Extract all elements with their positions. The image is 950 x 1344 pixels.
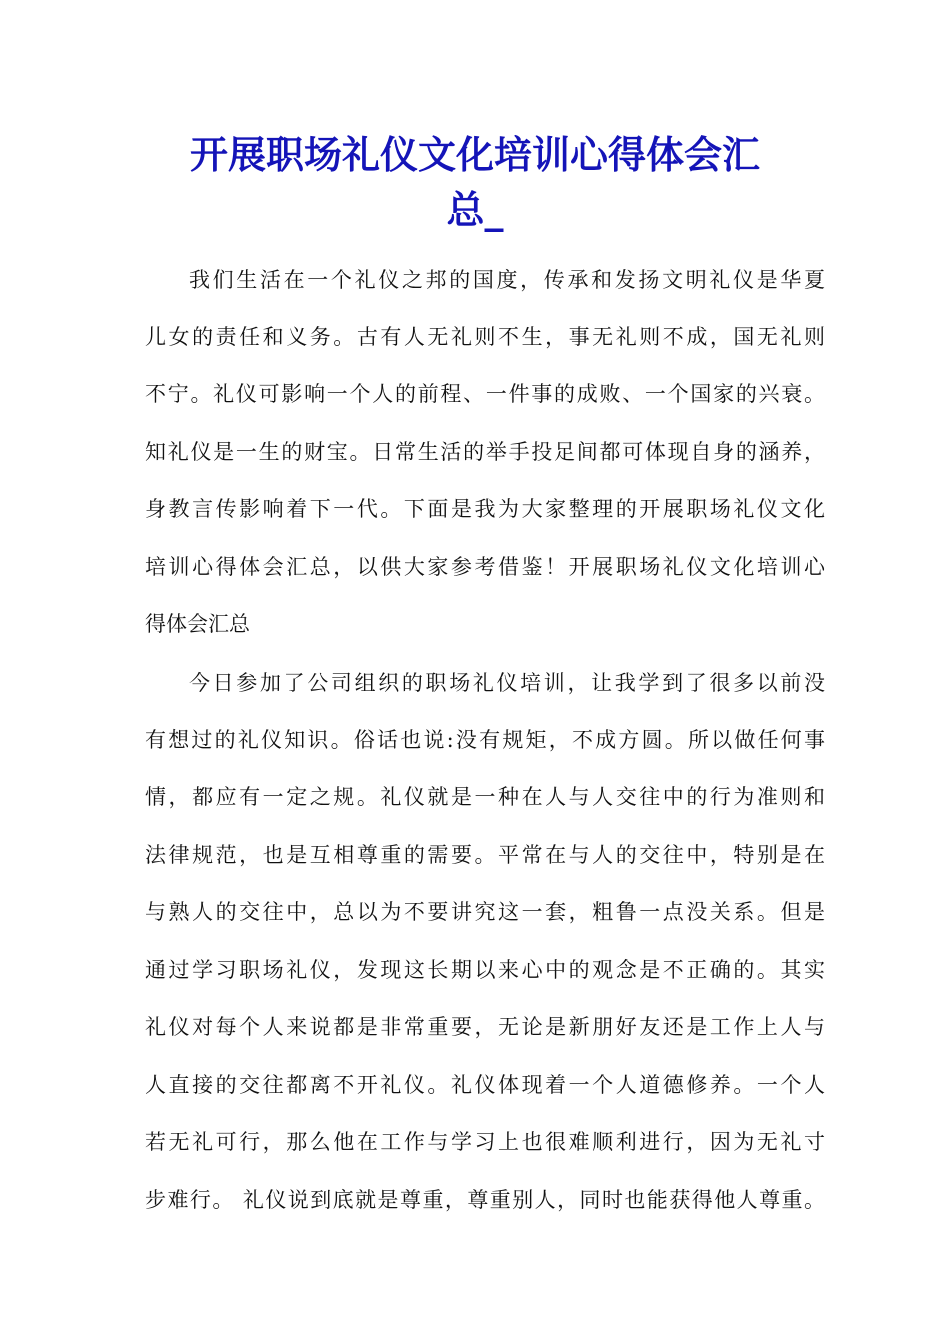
document-title-line-1: 开展职场礼仪文化培训心得体会汇: [189, 132, 760, 177]
paragraph-2-line-7: 礼仪对每个人来说都是非常重要，无论是新朋好友还是工作上人与: [145, 1015, 825, 1039]
paragraph-1-line-6: 培训心得体会汇总，以供大家参考借鉴！开展职场礼仪文化培训心: [145, 555, 825, 579]
paragraph-2-line-8: 人直接的交往都离不开礼仪。礼仪体现着一个人道德修养。一个人: [145, 1073, 825, 1097]
paragraph-2-line-5: 与熟人的交往中，总以为不要讲究这一套，粗鲁一点没关系。但是: [145, 900, 825, 924]
paragraph-2-line-2: 有想过的礼仪知识。俗话也说:没有规矩，不成方圆。所以做任何事: [145, 728, 825, 752]
paragraph-2-line-6: 通过学习职场礼仪，发现这长期以来心中的观念是不正确的。其实: [145, 958, 825, 982]
document-title-line-2: 总_: [446, 187, 504, 232]
paragraph-1-line-3: 不宁。礼仪可影响一个人的前程、一件事的成败、一个国家的兴衰。: [145, 382, 825, 406]
paragraph-1-line-1: 我们生活在一个礼仪之邦的国度，传承和发扬文明礼仪是华夏: [189, 268, 825, 292]
paragraph-2-line-3: 情，都应有一定之规。礼仪就是一种在人与人交往中的行为准则和: [145, 785, 825, 809]
paragraph-2-line-4: 法律规范，也是互相尊重的需要。平常在与人的交往中，特别是在: [145, 843, 825, 867]
paragraph-1-line-2: 儿女的责任和义务。古有人无礼则不生，事无礼则不成，国无礼则: [145, 325, 825, 349]
paragraph-1-line-4: 知礼仪是一生的财宝。日常生活的举手投足间都可体现自身的涵养，: [145, 440, 825, 464]
paragraph-1-line-7: 得体会汇总: [145, 612, 250, 636]
paragraph-2-line-9: 若无礼可行，那么他在工作与学习上也很难顺利进行，因为无礼寸: [145, 1130, 825, 1154]
paragraph-2-line-10: 步难行。 礼仪说到底就是尊重，尊重别人，同时也能获得他人尊重。: [145, 1188, 825, 1212]
paragraph-2-line-1: 今日参加了公司组织的职场礼仪培训，让我学到了很多以前没: [189, 671, 825, 695]
paragraph-1-line-5: 身教言传影响着下一代。下面是我为大家整理的开展职场礼仪文化: [145, 497, 825, 521]
